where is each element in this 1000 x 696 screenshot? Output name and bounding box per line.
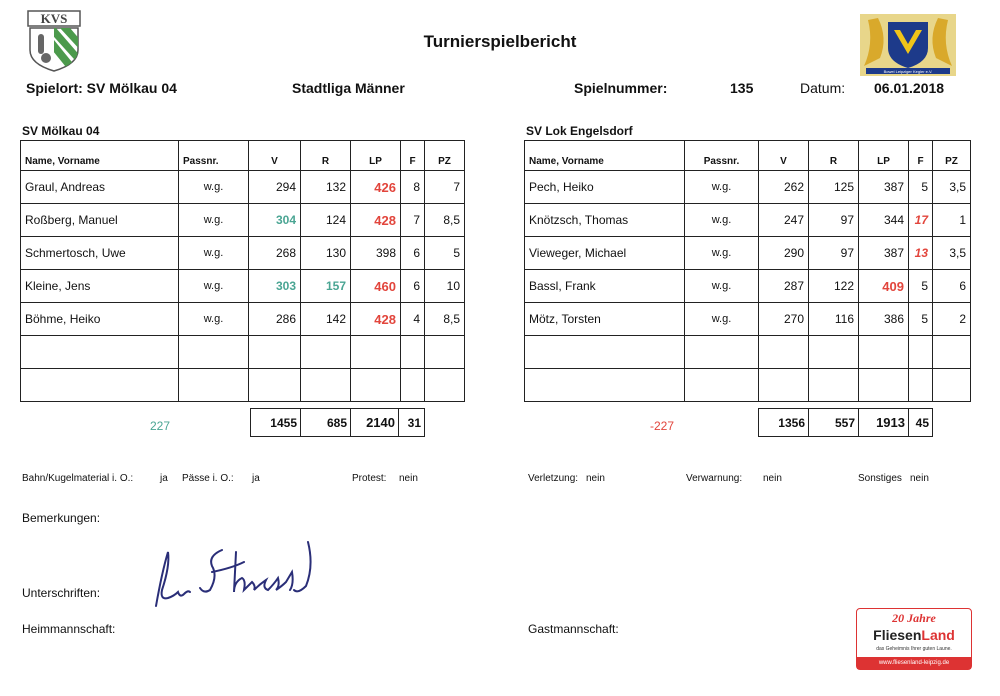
col-name-header: Name, Vorname [525,141,685,171]
player-pz: 3,5 [933,171,971,204]
player-name: Bassl, Frank [525,270,685,303]
table-header-row [21,141,465,171]
match-number-label: Spielnummer: [574,80,668,96]
player-v: 262 [759,171,809,204]
player-f: 17 [909,204,933,237]
player-pass: w.g. [685,171,759,204]
col-pz-header: PZ [933,141,971,171]
player-name: Pech, Heiko [525,171,685,204]
player-v: 294 [249,171,301,204]
player-pz: 8,5 [425,204,465,237]
sponsor-url: www.fliesenland-leipzig.de [857,657,971,669]
verletzung-label: Verletzung: [528,473,579,484]
sonstiges-label: Sonstiges [858,473,902,484]
player-name: Böhme, Heiko [21,303,179,336]
total-lp: 2140 [351,409,399,437]
player-v: 247 [759,204,809,237]
total-v: 1356 [759,409,809,437]
home-team-name: SV Mölkau 04 [22,124,100,138]
league-label: Stadtliga Männer [292,80,405,96]
player-f: 6 [401,270,425,303]
player-lp: 426 [351,171,401,204]
player-lp: 387 [859,237,909,270]
col-lp-header: LP [351,141,401,171]
col-v-header: V [759,141,809,171]
table-header-row [525,141,971,171]
sponsor-slogan: das Geheimnis Ihrer guten Laune. [876,646,952,652]
unterschriften-label: Unterschriften: [22,586,101,600]
table-row [21,171,465,204]
total-f: 45 [909,409,933,437]
player-name: Knötzsch, Thomas [525,204,685,237]
player-name: Kleine, Jens [21,270,179,303]
verwarnung-value: nein [763,473,782,484]
table-row [525,171,971,204]
player-r: 97 [809,237,859,270]
table-row [525,303,971,336]
bahn-value: ja [160,473,168,484]
table-row [525,204,971,237]
player-f: 5 [909,171,933,204]
col-f-header: F [909,141,933,171]
player-name: Vieweger, Michael [525,237,685,270]
page-title: Turnierspielbericht [423,32,577,51]
table-row [525,270,971,303]
total-lp: 1913 [859,409,909,437]
player-r: 142 [301,303,351,336]
verwarnung-label: Verwarnung: [686,473,743,484]
paesse-value: ja [252,473,260,484]
protest-label: Protest: [352,473,387,484]
col-pz-header: PZ [425,141,465,171]
sonstiges-value: nein [910,473,929,484]
player-f: 5 [909,303,933,336]
guest-diff: -227 [650,419,675,433]
home-score-table [20,140,465,402]
player-pass: w.g. [685,303,759,336]
player-f: 4 [401,303,425,336]
sponsor-anniversary: 20 Jahre [892,611,936,625]
table-row [21,303,465,336]
player-lp: 386 [859,303,909,336]
col-f-header: F [401,141,425,171]
bemerkungen-label: Bemerkungen: [22,511,101,525]
total-r: 685 [301,409,351,437]
player-r: 130 [301,237,351,270]
player-lp: 428 [351,303,401,336]
player-lp: 344 [859,204,909,237]
player-r: 124 [301,204,351,237]
col-lp-header: LP [859,141,909,171]
player-r: 97 [809,204,859,237]
col-pass-header: Passnr. [685,141,759,171]
total-v: 1455 [251,409,301,437]
empty-row [525,369,971,402]
table-row [21,270,465,303]
player-lp: 398 [351,237,401,270]
col-r-header: R [809,141,859,171]
player-pass: w.g. [179,303,249,336]
player-f: 7 [401,204,425,237]
empty-row [21,336,465,369]
player-pz: 1 [933,204,971,237]
player-pz: 8,5 [425,303,465,336]
player-v: 304 [249,204,301,237]
col-r-header: R [301,141,351,171]
date-value: 06.01.2018 [874,80,945,96]
player-name: Schmertosch, Uwe [21,237,179,270]
paesse-label: Pässe i. O.: [182,473,234,484]
player-pz: 2 [933,303,971,336]
player-f: 13 [909,237,933,270]
player-r: 125 [809,171,859,204]
empty-row [21,369,465,402]
player-v: 303 [249,270,301,303]
player-pz: 7 [425,171,465,204]
player-pass: w.g. [685,270,759,303]
sponsor-logo [856,608,972,670]
player-r: 132 [301,171,351,204]
player-r: 116 [809,303,859,336]
player-pz: 3,5 [933,237,971,270]
empty-row [525,336,971,369]
player-v: 287 [759,270,809,303]
player-v: 290 [759,237,809,270]
player-pass: w.g. [179,237,249,270]
table-row [21,237,465,270]
col-pass-header: Passnr. [179,141,249,171]
gastmannschaft-label: Gastmannschaft: [528,622,619,636]
guest-score-table [524,140,971,402]
player-lp: 409 [859,270,909,303]
col-name-header: Name, Vorname [21,141,179,171]
player-pass: w.g. [179,204,249,237]
player-r: 157 [301,270,351,303]
heimmannschaft-label: Heimmannschaft: [22,622,116,636]
player-r: 122 [809,270,859,303]
player-pz: 6 [933,270,971,303]
player-f: 6 [401,237,425,270]
player-lp: 460 [351,270,401,303]
player-pz: 10 [425,270,465,303]
sponsor-name: FliesenLand [873,627,955,643]
home-diff: 227 [150,419,171,433]
player-name: Roßberg, Manuel [21,204,179,237]
bahn-label: Bahn/Kugelmaterial i. O.: [22,473,134,484]
crest-logo-text: Bowel Leipziger Kegler e.V. [883,69,933,74]
player-lp: 387 [859,171,909,204]
signature [148,532,330,612]
player-pass: w.g. [179,270,249,303]
player-v: 268 [249,237,301,270]
guest-totals [758,408,933,437]
verletzung-value: nein [586,473,605,484]
total-r: 557 [809,409,859,437]
col-v-header: V [249,141,301,171]
kvs-logo-text: KVS [40,11,68,26]
protest-value: nein [399,473,418,484]
player-name: Mötz, Torsten [525,303,685,336]
player-f: 5 [909,270,933,303]
player-name: Graul, Andreas [21,171,179,204]
date-label: Datum: [800,80,846,96]
player-f: 8 [401,171,425,204]
table-row [21,204,465,237]
table-row [525,237,971,270]
total-f: 31 [399,409,425,437]
player-lp: 428 [351,204,401,237]
player-pass: w.g. [685,237,759,270]
player-pz: 5 [425,237,465,270]
player-v: 270 [759,303,809,336]
home-totals [250,408,425,437]
player-v: 286 [249,303,301,336]
player-pass: w.g. [685,204,759,237]
player-pass: w.g. [179,171,249,204]
match-number-value: 135 [730,80,754,96]
guest-team-name: SV Lok Engelsdorf [526,124,633,138]
venue-label: Spielort: SV Mölkau 04 [26,80,177,96]
